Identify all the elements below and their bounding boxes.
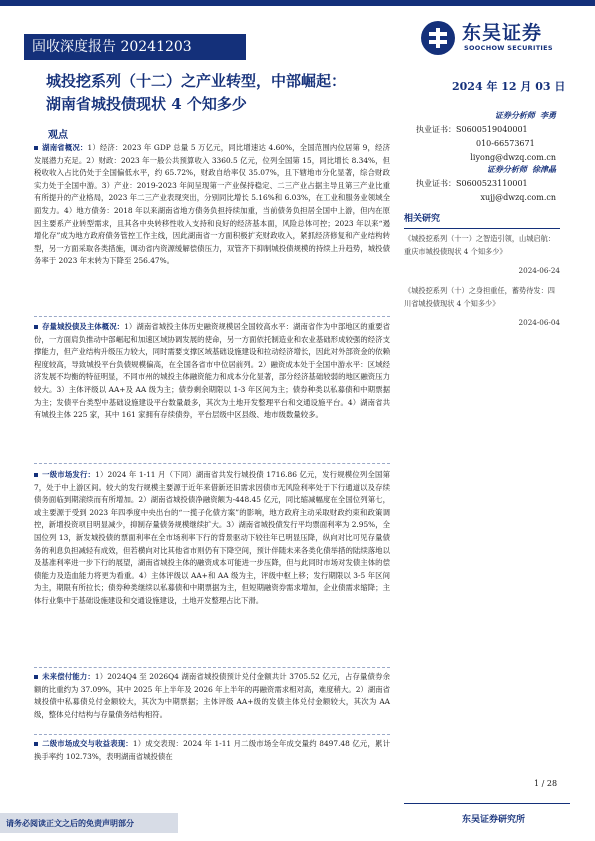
paragraph-lead: 未来偿付能力： [42,672,95,681]
page-number: 1 / 28 [534,779,558,788]
footer-rule [404,803,570,804]
report-tag: 固收深度报告 20241203 [24,34,246,60]
paragraph-text: 1）湖南省城投主体历史融资规模居全国较高水平：湖南省作为中部地区的重要省份，一方面肩负推动中部崛起和加速区域协调发展的使命，另一方面依托制造业和农业基础形成较强的经济支撑能力，但产业结构升级压力较大，同时需要支撑区域基础设施建设和拉动经济增长，因此对外部资金的依赖程度较高，导致城投平台负债规模偏高，在全国各省市中位居前列。2）融资成本处于全国中游水平：区域经济发展不均衡的特征明显，不同市州的城投主体融资能力和成本分化显著，部分经济基础较弱的地区融资压力较大。3）主体评级以 AA+及 AA 级为主；债券剩余期限以 1-3 年区间为主；债券种类以私募债和中期票据为主；发债平台类型中基础设施建设平台数量最多，其次为土地开发整理平台和交通设施平台。4）湖南省共有城投主体 225 家，其中 161 家拥有存续债券，平台层级中区县级、地市级数量较多。 [34,322,390,420]
paragraph-lead: 二级市场成交与收益表现： [42,739,133,748]
paragraph-lead: 一级市场发行： [42,470,96,479]
divider [34,734,390,735]
analyst-block-1 [416,108,556,165]
cert-number: S0600519040001 [456,125,528,134]
bullet-icon [34,473,38,477]
paragraph-stock-bonds [34,321,390,422]
paragraph-text: 1）2024 年 1-11 月（下同）湖南省共发行城投债 1716.86 亿元，发行规模位列全国第 7，处于中上游区间。较大的发行规模主要源于近年来借新还旧需求因债市无风险利率处于下行通道以及存续债务面临到期滚续而有所增加。2）湖南省城投债净融资额为-448.45 亿元，同比缩减幅度在全国位列第七，或主要源于受到 2023 年四季度中央出台的“一揽子化债方案”的影响，地方政府主动采取财政约束和政策调控，新增投资项目明显减少，抑制存量债务规模继续扩大。3）湖南省城投债发行平均票面利率为 2.95%，全国位列 13，新发城投债的票面利率在全市场利率下行的背景驱动下较往年已明显压降，纵向对比可见存量债务的利息负担减轻有成效，但若横向对比其他省市则仍有下降空间，预计伴随未来各类化债举措的陆续落地以及基准利率进一步下行的展望，湖南省城投主体的融资成本可能进一步压降，但与此同时市场对发债主体的偿债能力及造血能力将更为看重。4）主体评级以 AA+和 AA 级为主，评级中枢上移；发行期限以 3-5 年区间为主，期限有所拉长；债券种类继续以私募债和中期票据为主，但短期融资券需求增加，企业债需求缩降；主体行业集中于基础设施建设和交通设施建设，土地开发整理占比下滑。 [34,470,390,605]
analyst-block-2 [416,162,556,205]
paragraph-primary-market [34,469,390,608]
related-date: 2024-06-04 [518,318,560,327]
section-label-viewpoints: 观点 [48,130,68,141]
divider [34,463,390,464]
related-item[interactable]: 《城投挖系列（十一）之智造引领，山城启航：重庆市城投债现状 4 个知多少》 [404,234,555,256]
report-title-line1: 城投挖系列（十二）之产业转型，中部崛起： [46,72,347,90]
logo-subtext: SOOCHOW SECURITIES [464,44,553,52]
cert-number: S0600523110001 [456,179,528,188]
paragraph-secondary-market [34,738,390,763]
related-item[interactable]: 《城投挖系列（十）之身担重任，蓄势待发：四川省城投债现状 4 个知多少》 [404,286,555,308]
analyst-name: 李勇 [540,110,556,120]
bullet-icon [34,742,38,746]
paragraph-lead: 存量城投债及主体概况： [42,322,125,331]
analyst-email[interactable]: xujj@dwzq.com.cn [480,193,556,202]
bullet-icon [34,675,38,679]
divider [34,316,390,317]
analyst-name: 徐津晶 [532,164,556,174]
cert-label: 执业证书： [416,125,456,134]
paragraph-lead: 湖南省概况： [42,143,88,152]
paragraph-hunan-overview [34,142,390,268]
paragraph-repayment [34,671,390,721]
disclaimer-banner[interactable]: 请务必阅读正文之后的免责声明部分 [0,813,178,833]
related-research [404,213,560,337]
related-heading: 相关研究 [404,213,560,229]
logo-text: 东吴证券 [462,22,543,44]
paragraph-text: 1）成交表现：2024 年 1-11 月二级市场全年成交量约 8497.48 亿元，累计换手率约 102.73%，表明湖南省城投债在 [34,739,390,761]
cert-label: 执业证书： [416,179,456,188]
related-date: 2024-06-24 [518,266,560,275]
analyst-email[interactable]: liyong@dwzq.com.cn [470,153,556,162]
paragraph-text: 1）2024Q4 至 2026Q4 湖南省城投债预计兑付金额共计 3705.52 亿元，占存量债券余额的比重约为 37.09%，其中 2025 年上半年及 2026 年上半年的再融资需求相对高，难度稍大。2）湖南省城投债中私募债兑付金额较大，其次为中期票据；主体评级 AA+级的发债主体兑付金额较大，其次为 AA 级，整体兑付结构与存量债务结构相符。 [34,672,390,719]
report-title-line2: 湖南省城投债现状 4 个知多少 [46,95,247,113]
top-band [0,0,595,6]
analyst-role: 证券分析师 [494,110,535,120]
analyst-role: 证券分析师 [486,164,527,174]
divider [34,667,390,668]
report-date: 2024 年 12 月 03 日 [452,80,566,93]
soochow-logo-icon [420,20,456,56]
brand-logo [418,18,578,62]
paragraph-text: 1）经济：2023 年 GDP 总量 5 万亿元，同比增速达 4.60%，全国范围内位居第 9，经济发展潜力充足。2）财政：2023 年一般公共预算收入 3360.5 亿元，位列全国第 15，同比增长 8.34%，但税收收入占比仍处于全国偏低水平，约 65.72%，财政自给率仅 35.07%，且下辖地市分化显著，综合财政实力处于全国中游。3）产业：2019-2023 年间呈现第一产业保持稳定、二三产业占据主导且第三产业比重有所提升的产业格局，2023 年二三产业表现突出，分别同比增长 5.16%和 6.03%，在工业和服务业领域全面发力。4）地方债务：2018 年以来湖南省地方债务负担持续加重，当前债务负担居全国中上游，但内在原因主要系产业转型需求，且其各中央转移性收入支持和良好的经济基本面，风险总体可控；2023 年以来“遏增化存”成为地方政府债务管控工作主线，因此湖南省一方面积极扩充财政收入，紧抓经济修复和产业结构转型，另一方面采取各类措施，调动省内资源缓解偿债压力，双管齐下抑制城投债规模的持续上升趋势，城投债务率于 2023 年末转为下降至 256.47%。 [34,143,390,266]
footer-institute: 东吴证券研究所 [462,815,526,825]
bullet-icon [34,146,38,150]
bullet-icon [34,325,38,329]
analyst-phone: 010-66573671 [476,139,535,148]
